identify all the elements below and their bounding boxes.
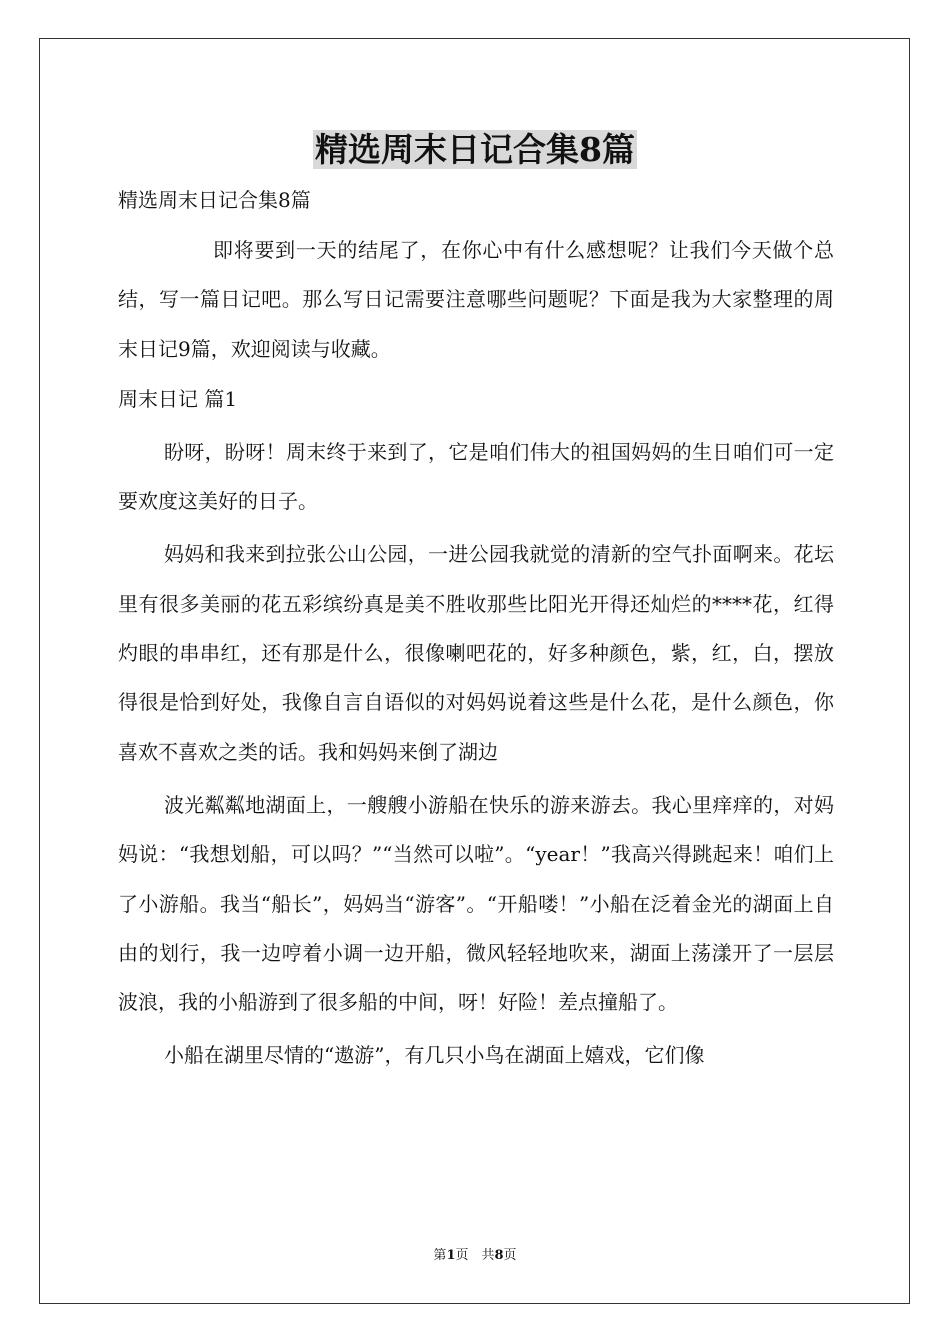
document-title [0, 128, 950, 172]
page-number-total: 8 [494, 1248, 504, 1263]
page-number-mid: 页 共 [455, 1248, 495, 1263]
document-subtitle: 精选周末日记合集8篇 [118, 188, 311, 212]
document-title-text: 精选周末日记合集8篇 [315, 130, 635, 169]
page-number-suffix: 页 [503, 1248, 517, 1263]
section-heading: 周末日记 篇1 [118, 386, 238, 411]
body-paragraph: 妈妈和我来到拉张公山公园，一进公园我就觉的清新的空气扑面啊来。花坛里有很多美丽的花五彩缤纷真是美不胜收那些比阳光开得还灿烂的****花，红得灼眼的串串红，还有那是什么，很像喇吧花的，好多种颜色，紫，红，白，摆放得很是恰到好处，我像自言自语似的对妈妈说着这些是什么花，是什么颜色，你喜欢不喜欢之类的话。我和妈妈来倒了湖边 [118, 542, 834, 764]
document-body [118, 176, 834, 1081]
page-number-prefix: 第 [433, 1248, 447, 1263]
intro-paragraph: 即将要到一天的结尾了，在你心中有什么感想呢？让我们今天做个总结，写一篇日记吧。那么写日记需要注意哪些问题呢？下面是我为大家整理的周末日记9篇，欢迎阅读与收藏。 [118, 238, 834, 361]
page-footer [0, 1247, 950, 1265]
body-paragraph: 小船在湖里尽情的“遨游”，有几只小鸟在湖面上嬉戏，它们像 [164, 1043, 705, 1068]
body-paragraph: 盼呀，盼呀！周末终于来到了，它是咱们伟大的祖国妈妈的生日咱们可一定要欢度这美好的日子。 [118, 439, 834, 514]
page-number-current: 1 [446, 1248, 456, 1263]
body-paragraph: 波光粼粼地湖面上，一艘艘小游船在快乐的游来游去。我心里痒痒的，对妈妈说：“我想划船，可以吗？”“当然可以啦”。“year！”我高兴得跳起来！咱们上了小游船。我当“船长”，妈妈当“游客”。“开船喽！”小船在泛着金光的湖面上自由的划行，我一边哼着小调一边开船，微风轻轻地吹来，湖面上荡漾开了一层层波浪，我的小船游到了很多船的中间，呀！好险！差点撞船了。 [118, 792, 834, 1015]
